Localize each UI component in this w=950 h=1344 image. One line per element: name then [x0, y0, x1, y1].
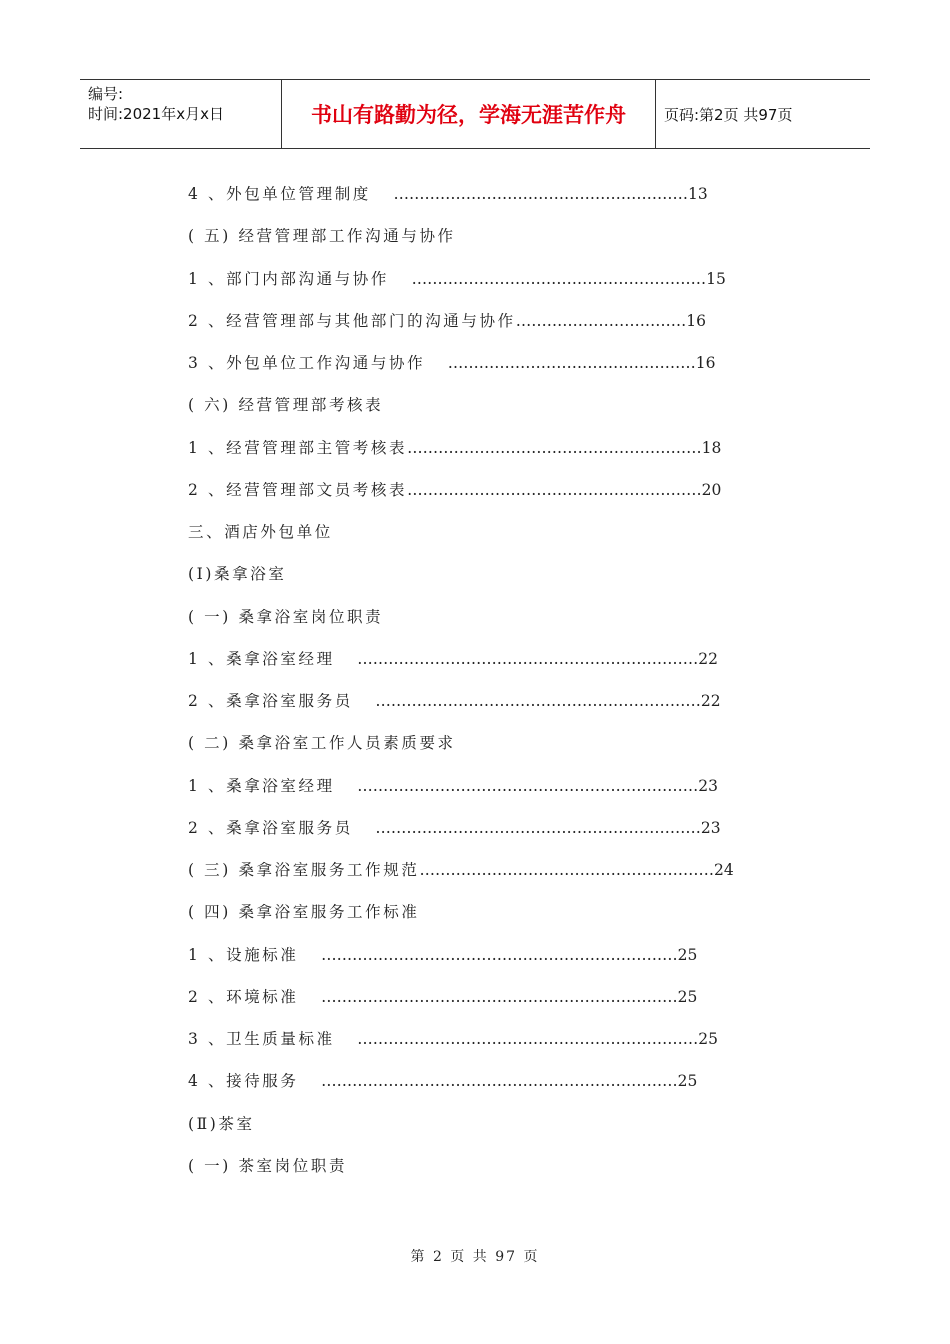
toc-entry[interactable]	[188, 219, 778, 261]
toc-entry-spacer	[299, 946, 322, 964]
toc-entry-title: 1 、部门内部沟通与协作	[188, 269, 389, 288]
toc-entry-title: 2 、经营管理部文员考核表	[188, 480, 408, 499]
toc-entry-leader: ……………………………………………………………	[321, 987, 678, 1006]
page-header	[80, 79, 870, 149]
toc-entry-page: 22	[700, 692, 721, 710]
toc-entry-title: 三、酒店外包单位	[188, 523, 333, 541]
toc-entry-leader: …………………………………………………………	[357, 1030, 699, 1048]
toc-entry-title: 1 、桑拿浴室经理	[188, 776, 335, 795]
toc-entry[interactable]	[188, 346, 778, 388]
toc-entry-page: 23	[698, 776, 719, 795]
toc-entry-leader: …………………………………………………………	[357, 776, 699, 795]
table-of-contents	[188, 177, 778, 1191]
toc-entry-page: 16	[695, 354, 716, 372]
toc-entry[interactable]	[188, 895, 778, 937]
toc-entry[interactable]	[188, 473, 778, 515]
toc-entry-spacer	[335, 650, 358, 668]
toc-entry-title: 3 、外包单位工作沟通与协作	[188, 354, 426, 372]
toc-entry[interactable]	[188, 304, 778, 346]
toc-entry-title: ( 三) 桑拿浴室服务工作规范	[188, 861, 420, 879]
toc-entry[interactable]	[188, 684, 778, 726]
toc-entry-spacer	[371, 185, 394, 203]
toc-entry-leader: ………………………………………………………	[375, 692, 701, 710]
toc-entry-spacer	[299, 988, 322, 1006]
toc-entry-title: 2 、桑拿浴室服务员	[188, 818, 353, 837]
toc-entry-leader: ……………………………………………………………	[321, 1072, 678, 1091]
toc-entry-title: 1 、设施标准	[188, 945, 299, 964]
toc-entry-title: ( 二) 桑拿浴室工作人员素质要求	[188, 734, 456, 753]
toc-entry[interactable]	[188, 557, 778, 599]
toc-entry-leader: ……………………………	[515, 311, 687, 330]
toc-entry-title: 2 、经营管理部与其他部门的沟通与协作	[188, 311, 516, 330]
toc-entry-leader: …………………………………………	[447, 354, 696, 372]
toc-entry-page: 25	[698, 1030, 719, 1048]
toc-entry-spacer	[335, 777, 358, 795]
toc-entry-page: 22	[698, 649, 719, 668]
toc-entry-title: 2 、环境标准	[188, 987, 299, 1006]
toc-entry-page: 20	[701, 480, 722, 499]
toc-entry[interactable]	[188, 769, 778, 811]
toc-entry-page: 25	[677, 945, 698, 964]
toc-entry-page: 25	[677, 1072, 698, 1091]
toc-entry-spacer	[353, 819, 376, 837]
toc-entry[interactable]	[188, 515, 778, 557]
toc-entry-page: 23	[700, 818, 721, 837]
time-label: 时间:2021年x月x日	[88, 105, 224, 123]
toc-entry-page: 13	[687, 185, 708, 203]
toc-entry[interactable]	[188, 642, 778, 684]
toc-entry-page: 25	[677, 987, 698, 1006]
toc-entry-title: 1 、桑拿浴室经理	[188, 649, 335, 668]
toc-entry-spacer	[299, 1072, 322, 1090]
toc-entry[interactable]	[188, 1107, 778, 1149]
toc-entry-spacer	[389, 270, 412, 288]
toc-entry-spacer	[353, 692, 376, 710]
toc-entry-title: 1 、经营管理部主管考核表	[188, 438, 408, 457]
toc-entry-leader: ………………………………………………………	[375, 818, 701, 837]
serial-label: 编号:	[88, 85, 124, 103]
header-meta	[80, 80, 282, 148]
toc-entry-title: 4 、外包单位管理制度	[188, 185, 371, 203]
toc-entry[interactable]	[188, 938, 778, 980]
header-motto: 书山有路勤为径，学海无涯苦作舟	[282, 80, 656, 148]
toc-entry-title: ( 五) 经营管理部工作沟通与协作	[188, 227, 456, 246]
toc-entry-spacer	[425, 354, 448, 372]
page-footer: 第 2 页 共 97 页	[410, 1249, 540, 1265]
toc-entry-leader: …………………………………………………	[411, 269, 707, 288]
toc-entry[interactable]	[188, 853, 778, 895]
toc-entry[interactable]	[188, 600, 778, 642]
toc-entry-page: 15	[706, 269, 726, 288]
toc-entry-leader: …………………………………………………	[407, 480, 702, 499]
toc-entry-title: 4 、接待服务	[188, 1072, 299, 1091]
toc-entry-leader: …………………………………………………	[407, 438, 702, 457]
toc-entry[interactable]	[188, 388, 778, 430]
toc-entry-title: (Ⅰ)桑拿浴室	[188, 565, 287, 584]
toc-entry[interactable]	[188, 811, 778, 853]
toc-entry-title: ( 一) 茶室岗位职责	[188, 1156, 348, 1175]
toc-entry[interactable]	[188, 431, 778, 473]
toc-entry-title: ( 六) 经营管理部考核表	[188, 396, 384, 415]
toc-entry[interactable]	[188, 726, 778, 768]
toc-entry[interactable]	[188, 262, 778, 304]
toc-entry-title: ( 一) 桑拿浴室岗位职责	[188, 607, 384, 626]
toc-entry-page: 24	[713, 861, 734, 879]
toc-entry-title: 3 、卫生质量标准	[188, 1030, 335, 1048]
toc-entry[interactable]	[188, 980, 778, 1022]
toc-entry-leader: ……………………………………………………………	[321, 945, 678, 964]
toc-entry[interactable]	[188, 1022, 778, 1064]
toc-entry-title: (Ⅱ)茶室	[188, 1114, 255, 1133]
toc-entry[interactable]	[188, 1149, 778, 1191]
header-page-label: 页码:第2页 共97页	[664, 105, 793, 124]
toc-entry-title: ( 四) 桑拿浴室服务工作标准	[188, 903, 420, 922]
toc-entry[interactable]	[188, 177, 778, 219]
toc-entry-spacer	[335, 1030, 358, 1048]
toc-entry-leader: …………………………………………………………	[357, 649, 699, 668]
toc-entry[interactable]	[188, 1064, 778, 1106]
toc-entry-page: 16	[686, 311, 706, 330]
toc-entry-page: 18	[701, 438, 722, 457]
toc-entry-leader: …………………………………………………	[393, 185, 688, 203]
toc-entry-title: 2 、桑拿浴室服务员	[188, 692, 353, 710]
toc-entry-leader: …………………………………………………	[419, 861, 714, 879]
